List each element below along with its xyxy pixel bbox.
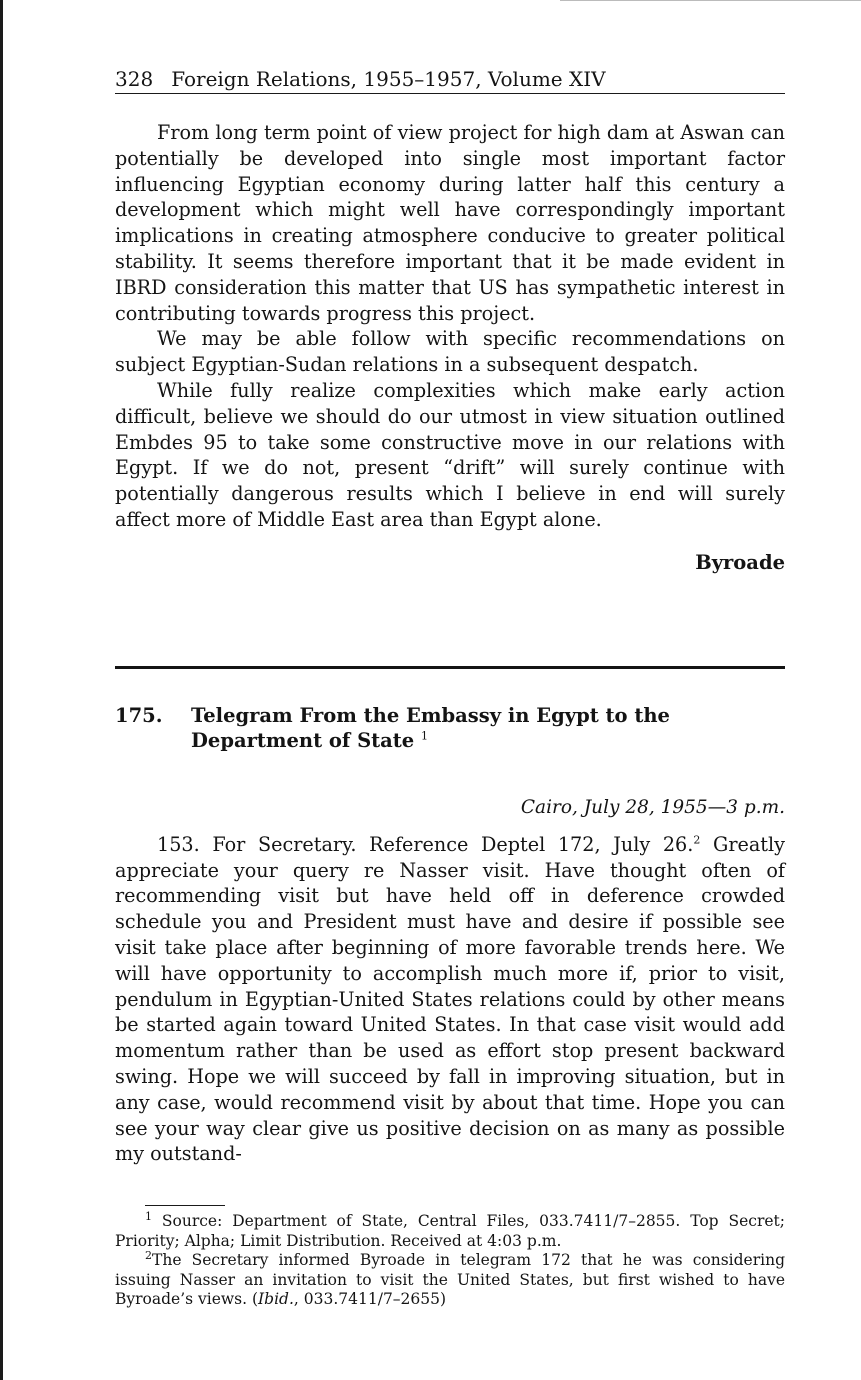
telegram-body-start: 153. For Secretary. Reference Deptel 172, July 26. [157, 832, 694, 856]
dateline: Cairo, July 28, 1955—3 p.m. [520, 796, 785, 818]
footnote-2 [115, 1248, 785, 1310]
top-edge-rule [560, 0, 861, 1]
page-content [115, 66, 785, 1310]
footnote-rule [145, 1205, 225, 1206]
body-paragraph-aswan: From long term point of view project for high dam at Aswan can potentially be developed into single most important factor influencing Egyptian economy during latter half this century a development which might well have correspondingly important implications in creating atmosphere conducive to greater political stability. It seems therefore important that it be made evident in IBRD consideration this matter that US has sympathetic interest in contributing towards progress this project. [115, 121, 785, 325]
footnote-marker-2: 2 [145, 1248, 152, 1262]
footnote-1 [115, 1209, 785, 1251]
volume-title: Foreign Relations, 1955–1957, Volume XIV [171, 67, 606, 91]
telegram-body [115, 832, 785, 1167]
running-head [115, 66, 785, 94]
document-number: 175. [115, 703, 163, 727]
signature: Byroade [695, 550, 785, 574]
footnote-2-tail: , 033.7411/7–2655) [293, 1290, 447, 1309]
document-title: Telegram From the Embassy in Egypt to the Department of State [191, 703, 670, 752]
page-edge-rule [0, 0, 3, 1380]
footnote-2-text: The Secretary informed Byroade in telegram 172 that he was considering issuing Nasser an invitation to visit the United States, but first wished to have Byroade’s views. ( [115, 1251, 785, 1309]
body-paragraph-sudan: We may be able follow with specific recommendations on subject Egyptian-Sudan relations in a subsequent despatch. [115, 327, 785, 377]
footnote-marker-1: 1 [145, 1209, 152, 1223]
footnote-ref-2: 2 [693, 833, 701, 847]
footnote-2-ibid: Ibid. [258, 1290, 294, 1309]
document-heading [115, 703, 785, 753]
telegram-body-rest: Greatly appreciate your query re Nasser visit. Have thought often of recommending visit but have held off in deference crowded schedule you and President must have and desire if possible see visit take place after beginning of more favorable trends here. We will have opportunity to accomplish much more if, prior to visit, pendulum in Egyptian-United States relations could by other means be started again toward United States. In that case visit would add momentum rather than be used as effort stop present backward swing. Hope we will succeed by fall in improving situation, but in any case, would recommend visit by about that time. Hope you can see your way clear give us positive decision on as many as possible my outstand- [115, 832, 785, 1166]
footnote-ref-1: 1 [421, 729, 428, 743]
body-paragraph-drift: While fully realize complexities which make early action difficult, believe we should do our utmost in view situation outlined Embdes 95 to take some constructive move in our relations with Egypt. If we do not, present “drift” will surely continue with potentially dangerous results which I believe in end will surely affect more of Middle East area than Egypt alone. [115, 378, 785, 531]
footnote-1-text: Source: Department of State, Central Files, 033.7411/7–2855. Top Secret; Priority; Alpha; Limit Distribution. Received at 4:03 p.m. [115, 1212, 785, 1250]
section-divider [115, 666, 785, 669]
page-number: 328 [115, 67, 154, 91]
document-title-block [191, 703, 785, 753]
